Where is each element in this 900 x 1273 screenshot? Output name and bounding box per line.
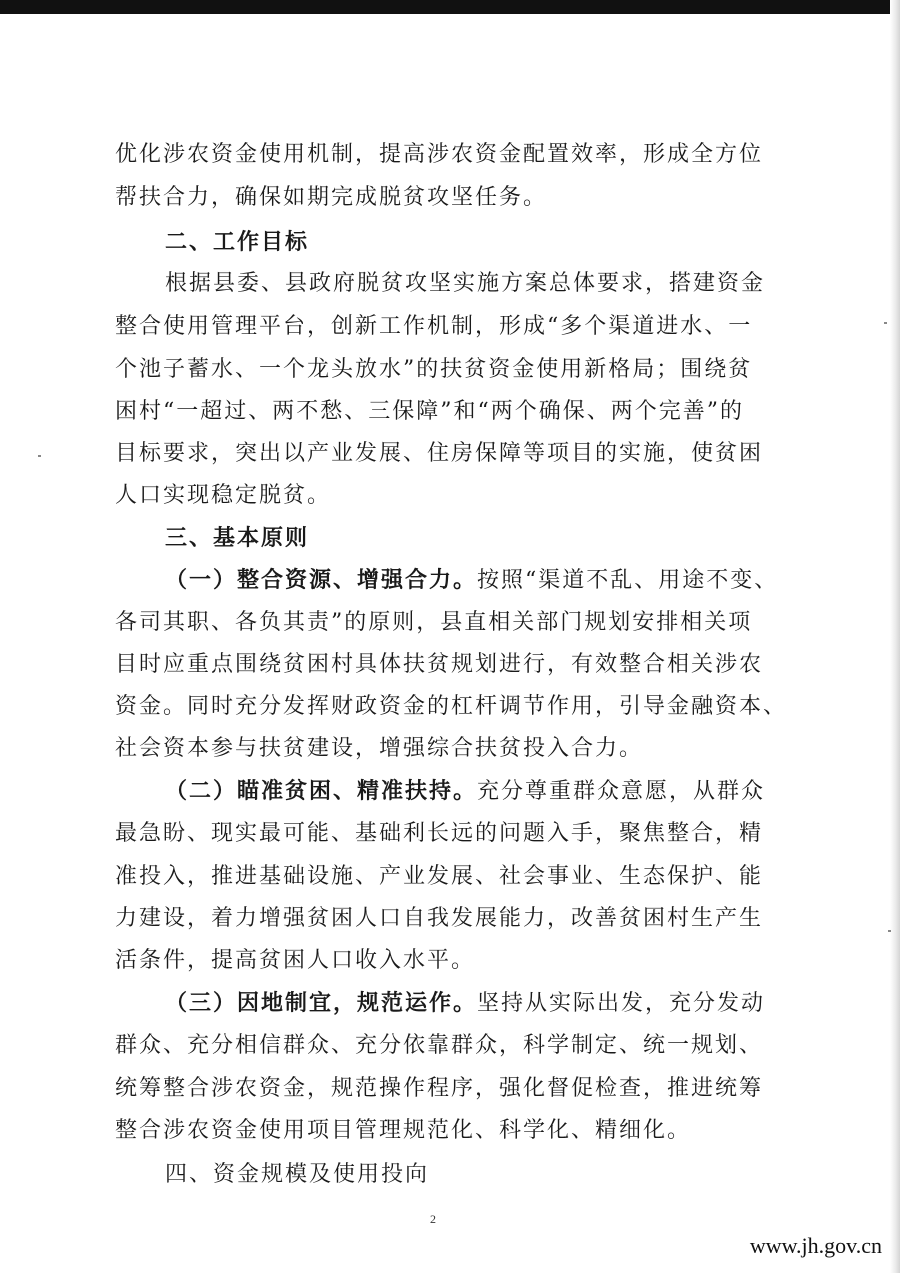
- subsection-heading: （一）整合资源、增强合力。: [165, 568, 478, 593]
- paragraph-line: 帮扶合力，确保如期完成脱贫攻坚任务。: [115, 185, 548, 210]
- paragraph-line: 准投入，推进基础设施、产业发展、社会事业、生态保护、能: [115, 864, 764, 889]
- page-number: 2: [430, 1212, 436, 1226]
- paragraph-line: 群众、充分相信群众、充分依靠群众，科学制定、统一规划、: [115, 1033, 764, 1058]
- paragraph-line: [165, 775, 765, 809]
- paragraph-line: 人口实现稳定脱贫。: [115, 483, 332, 508]
- section-heading: 四、资金规模及使用投向: [165, 1162, 430, 1187]
- paragraph-line: 最急盼、现实最可能、基础利长远的问题入手，聚焦整合，精: [115, 821, 764, 846]
- paragraph-line: 困村“一超过、两不愁、三保障”和“两个确保、两个完善”的: [115, 399, 744, 424]
- paragraph-text: 坚持从实际出发，充分发动: [477, 991, 766, 1016]
- site-watermark: www.jh.gov.cn: [749, 1233, 882, 1258]
- paragraph-line: [165, 564, 778, 598]
- paragraph-line: 目时应重点围绕贫困村具体扶贫规划进行，有效整合相关涉农: [115, 652, 764, 677]
- paragraph-line: 整合使用管理平台，创新工作机制，形成“多个渠道进水、一: [115, 314, 753, 339]
- subsection-heading: （三）因地制宜，规范运作。: [165, 991, 478, 1016]
- paragraph-line: 力建设，着力增强贫困人口自我发展能力，改善贫困村生产生: [115, 906, 764, 931]
- paragraph-line: 优化涉农资金使用机制，提高涉农资金配置效率，形成全方位: [115, 142, 764, 167]
- paragraph-line: 社会资本参与扶贫建设，增强综合扶贫投入合力。: [115, 736, 644, 761]
- section-heading: 三、基本原则: [165, 526, 310, 551]
- paragraph-line: 个池子蓄水、一个龙头放水”的扶贫资金使用新格局；围绕贫: [115, 357, 753, 382]
- paragraph-line: 资金。同时充分发挥财政资金的杠杆调节作用，引导金融资本、: [115, 694, 788, 719]
- section-heading: 二、工作目标: [165, 230, 310, 255]
- paragraph-line: [165, 987, 765, 1021]
- paragraph-line: 整合涉农资金使用项目管理规范化、科学化、精细化。: [115, 1118, 692, 1143]
- paragraph-line: 根据县委、县政府脱贫攻坚实施方案总体要求，搭建资金: [165, 271, 766, 296]
- paragraph-text: 按照“渠道不乱、用途不变、: [477, 568, 779, 593]
- paragraph-text: 充分尊重群众意愿，从群众: [477, 779, 766, 804]
- subsection-heading: （二）瞄准贫困、精准扶持。: [165, 779, 478, 804]
- paragraph-line: 目标要求，突出以产业发展、住房保障等项目的实施，使贫困: [115, 441, 764, 466]
- paragraph-line: 各司其职、各负其责”的原则，县直相关部门规划安排相关项: [115, 610, 753, 635]
- paragraph-line: 活条件，提高贫困人口收入水平。: [115, 948, 476, 973]
- paragraph-line: 统筹整合涉农资金，规范操作程序，强化督促检查，推进统筹: [115, 1076, 764, 1101]
